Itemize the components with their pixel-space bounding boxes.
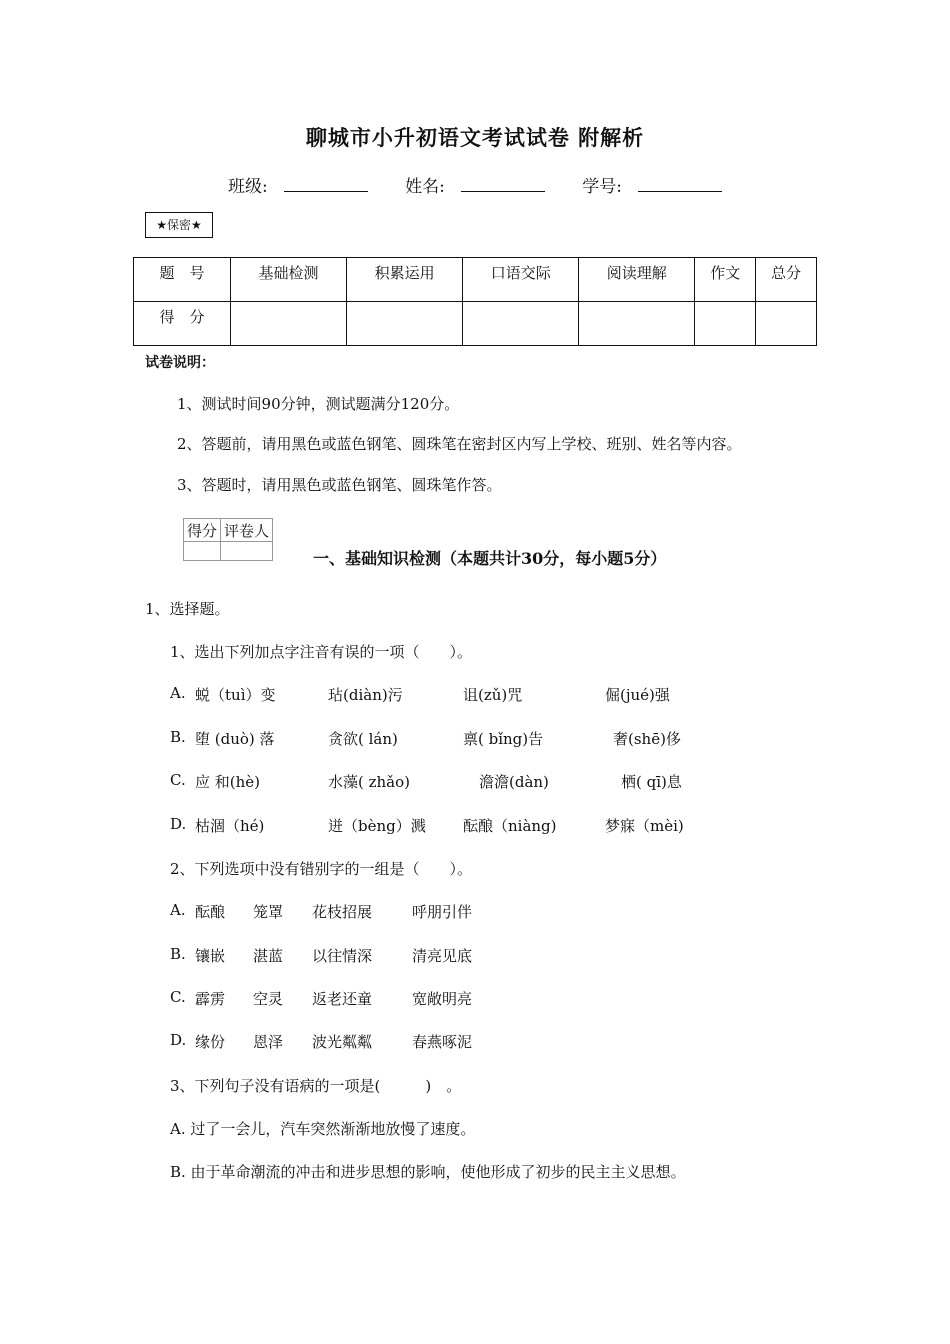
option-item: 水藻( zhǎo) [328, 773, 411, 791]
option-item: 酝酿（niàng) [463, 817, 557, 835]
option-item[interactable]: A. 过了一会儿，汽车突然渐渐地放慢了速度。 [170, 1120, 476, 1138]
option-item: 春燕啄泥 [412, 1033, 473, 1051]
score-cell: 积累运用 [347, 258, 463, 302]
score-cell: 基础检测 [231, 258, 347, 302]
name-blank[interactable] [461, 175, 545, 192]
grader-box [183, 518, 273, 561]
grader-reviewer-label: 评卷人 [221, 519, 273, 542]
option-item: 澹澹(dàn) [479, 773, 549, 791]
option-item: 蜕（tuì）变 [195, 686, 276, 704]
class-blank[interactable] [284, 175, 368, 192]
name-field[interactable] [397, 172, 553, 197]
score-table-header-row [134, 258, 817, 302]
option-letter[interactable]: A. [170, 901, 186, 919]
option-item: 花枝招展 [312, 903, 373, 921]
section-heading: 一、基础知识检测（本题共计30分，每小题5分） [313, 549, 667, 568]
note-item: 1、测试时间90分钟，测试题满分120分。 [177, 395, 460, 413]
score-table-score-row [134, 302, 817, 346]
id-label: 学号: [582, 177, 622, 197]
secret-stamp: ★保密★ [145, 212, 213, 238]
grader-reviewer-cell[interactable] [221, 542, 273, 561]
class-field[interactable] [220, 172, 376, 197]
option-item: 霹雳 [195, 990, 226, 1008]
score-cell: 总分 [756, 258, 817, 302]
notes-heading: 试卷说明： [145, 355, 215, 371]
option-item: 诅(zǔ)咒 [463, 686, 523, 704]
option-item: 奢(shē)侈 [613, 730, 681, 748]
option-letter[interactable]: B. [170, 945, 186, 963]
option-item: 梦寐（mèi) [605, 817, 684, 835]
option-letter[interactable]: B. [170, 728, 186, 746]
option-item: 倔(jué)强 [605, 686, 670, 704]
score-row-label: 得 分 [134, 302, 231, 346]
option-item: 宽敞明亮 [412, 990, 473, 1008]
note-item: 3、答题时，请用黑色或蓝色钢笔、圆珠笔作答。 [177, 476, 502, 494]
question-stem: 2、下列选项中没有错别字的一组是（ ）。 [170, 860, 473, 878]
question-stem: 1、选出下列加点字注音有误的一项（ ）。 [170, 643, 473, 661]
page-title: 聊城市小升初语文考试试卷 附解析 [305, 125, 645, 150]
score-input-cell[interactable] [347, 302, 463, 346]
option-item: 清亮见底 [412, 947, 473, 965]
option-item: 堕 (duò) 落 [195, 730, 275, 748]
option-item: 返老还童 [312, 990, 373, 1008]
score-cell: 口语交际 [463, 258, 579, 302]
question-stem: 3、下列句子没有语病的一项是( ) 。 [170, 1077, 462, 1095]
option-letter[interactable]: A. [170, 684, 186, 702]
option-letter[interactable]: D. [170, 1031, 187, 1049]
option-item: 呼朋引伴 [412, 903, 473, 921]
option-item: 枯涸（hé) [195, 817, 265, 835]
question-group-label: 1、选择题。 [145, 600, 230, 618]
score-cell: 作文 [695, 258, 756, 302]
note-item: 2、答题前，请用黑色或蓝色钢笔、圆珠笔在密封区内写上学校、班别、姓名等内容。 [177, 435, 742, 453]
score-input-cell[interactable] [463, 302, 579, 346]
option-letter[interactable]: C. [170, 771, 186, 789]
score-input-cell[interactable] [579, 302, 695, 346]
option-item: 应 和(hè) [195, 773, 261, 791]
option-item: 缘份 [195, 1033, 226, 1051]
score-input-cell[interactable] [231, 302, 347, 346]
option-item: 波光粼粼 [312, 1033, 373, 1051]
id-blank[interactable] [638, 175, 722, 192]
score-input-cell[interactable] [756, 302, 817, 346]
score-cell: 题 号 [134, 258, 231, 302]
id-field[interactable] [574, 172, 730, 197]
option-item: 玷(diàn)污 [328, 686, 403, 704]
option-item: 湛蓝 [253, 947, 284, 965]
score-input-cell[interactable] [695, 302, 756, 346]
option-item: 空灵 [253, 990, 284, 1008]
option-item: 以往情深 [312, 947, 373, 965]
student-info-line [0, 172, 950, 197]
option-item: 酝酿 [195, 903, 226, 921]
score-table [133, 257, 817, 346]
grader-score-cell[interactable] [184, 542, 221, 561]
option-item: 恩泽 [253, 1033, 284, 1051]
name-label: 姓名: [405, 177, 445, 197]
option-item: 栖( qī)息 [621, 773, 682, 791]
score-cell: 阅读理解 [579, 258, 695, 302]
option-item: 镶嵌 [195, 947, 226, 965]
option-item: 贪欲( lán) [328, 730, 398, 748]
option-item[interactable]: B. 由于革命潮流的冲击和进步思想的影响，使他形成了初步的民主主义思想。 [170, 1163, 686, 1181]
option-item: 迸（bèng）溅 [328, 817, 426, 835]
grader-score-label: 得分 [184, 519, 221, 542]
option-item: 笼罩 [253, 903, 284, 921]
class-label: 班级: [227, 177, 268, 197]
option-letter[interactable]: C. [170, 988, 186, 1006]
option-item: 禀( bǐng)告 [463, 730, 544, 748]
option-letter[interactable]: D. [170, 815, 187, 833]
